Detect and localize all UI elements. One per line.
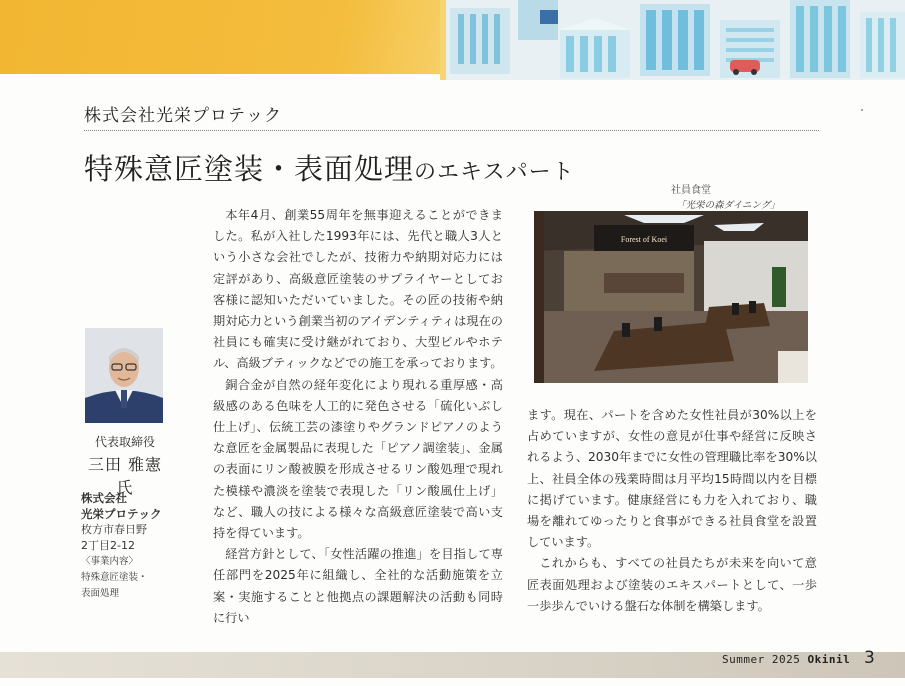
profile-business-line1: 特殊意匠塗装・ bbox=[81, 572, 148, 583]
president-photo bbox=[85, 328, 163, 423]
decorative-dot bbox=[861, 109, 863, 111]
title-tail: のエキスパート bbox=[414, 160, 575, 185]
article-paragraph: 本年4月、創業55周年を無事迎えることができました。私が入社した1993年には、先代と職人3人という小さな会社でしたが、技術力や納期対応力には定評があり、高級意匠塗装のサプライヤーとしてお客様に認知いただいていました。その匠の技術や納期対応力という創業当初のアイデンティティは現在の社員にも確実に受け継がれており、大型ビルやホテル、高級ブティックなどでの施工を承っております。 bbox=[213, 208, 503, 371]
article-column-2 bbox=[527, 405, 817, 617]
title-main: 特殊意匠塗装・表面処理 bbox=[84, 152, 415, 186]
profile-address-line1: 枚方市春日野 bbox=[81, 523, 147, 536]
cafeteria-caption-line1: 社員食堂 bbox=[671, 185, 711, 196]
article-paragraph: 銅合金が自然の経年変化により現れる重厚感・高級感のある色味を人工的に発色させる「硫化いぶし仕上げ」、伝統工芸の漆塗りやグランドピアノのような意匠を金属製品に表現した「ピアノ調塗装」、金属の表面にリン酸被膜を形成させるリン酸処理で現れた模様や濃淡を塗装で表現した「リン酸風仕上げ」など、職人の技による様々な高級意匠塗装で高い支持を得ています。 bbox=[213, 377, 503, 541]
header-divider bbox=[84, 130, 819, 131]
article-column-1 bbox=[213, 205, 503, 629]
company-profile bbox=[81, 490, 162, 602]
portrait-image bbox=[85, 328, 163, 423]
cafeteria-caption-line2: 「光栄の森ダイニング」 bbox=[674, 197, 782, 215]
footer-magazine-name: Okinil bbox=[807, 653, 851, 666]
page-title bbox=[84, 147, 575, 188]
footer-season: Summer 2025 bbox=[722, 653, 801, 666]
article-paragraph: 経営方針として、「女性活躍の推進」を目指して専任部門を2025年に組織し、全社的な活動施策を立案・実施することと他拠点の課題解決の活動も同時に行い bbox=[213, 547, 503, 625]
article-paragraph: これからも、すべての社員たちが未来を向いて意匠表面処理および塗装のエキスパートとして、一歩一歩歩んでいける盤石な体制を構築します。 bbox=[527, 556, 817, 613]
cafeteria-photo bbox=[534, 211, 808, 383]
footer-magazine bbox=[722, 653, 850, 666]
city-illustration bbox=[440, 0, 905, 80]
president-name: 三田 雅憲氏 bbox=[87, 455, 163, 497]
profile-company-line2: 光栄プロテック bbox=[81, 507, 162, 521]
profile-company-line1: 株式会社 bbox=[81, 491, 127, 505]
president-role: 代表取締役 bbox=[94, 435, 155, 449]
profile-address-line2: 2丁目2-12 bbox=[81, 539, 135, 552]
article-paragraph: ます。現在、パートを含めた女性社員が30%以上を占めていますが、女性の意見が仕事や経営に反映されるよう、2030年までに女性の管理職比率を30%以上、社員全体の残業時間は月平均15時間以内を目標に掲げています。健康経営にも力を入れており、職場を離れてゆったりと食事ができる社員食堂を設置しています。 bbox=[527, 408, 817, 550]
profile-business-heading: 〈事業内容〉 bbox=[81, 556, 139, 567]
page-number: 3 bbox=[864, 648, 875, 668]
cafeteria-sign-text: Forest of Koei bbox=[620, 235, 668, 244]
top-banner bbox=[0, 0, 480, 74]
company-header: 株式会社光栄プロテック bbox=[84, 106, 282, 126]
profile-business-line2: 表面処理 bbox=[81, 588, 120, 599]
